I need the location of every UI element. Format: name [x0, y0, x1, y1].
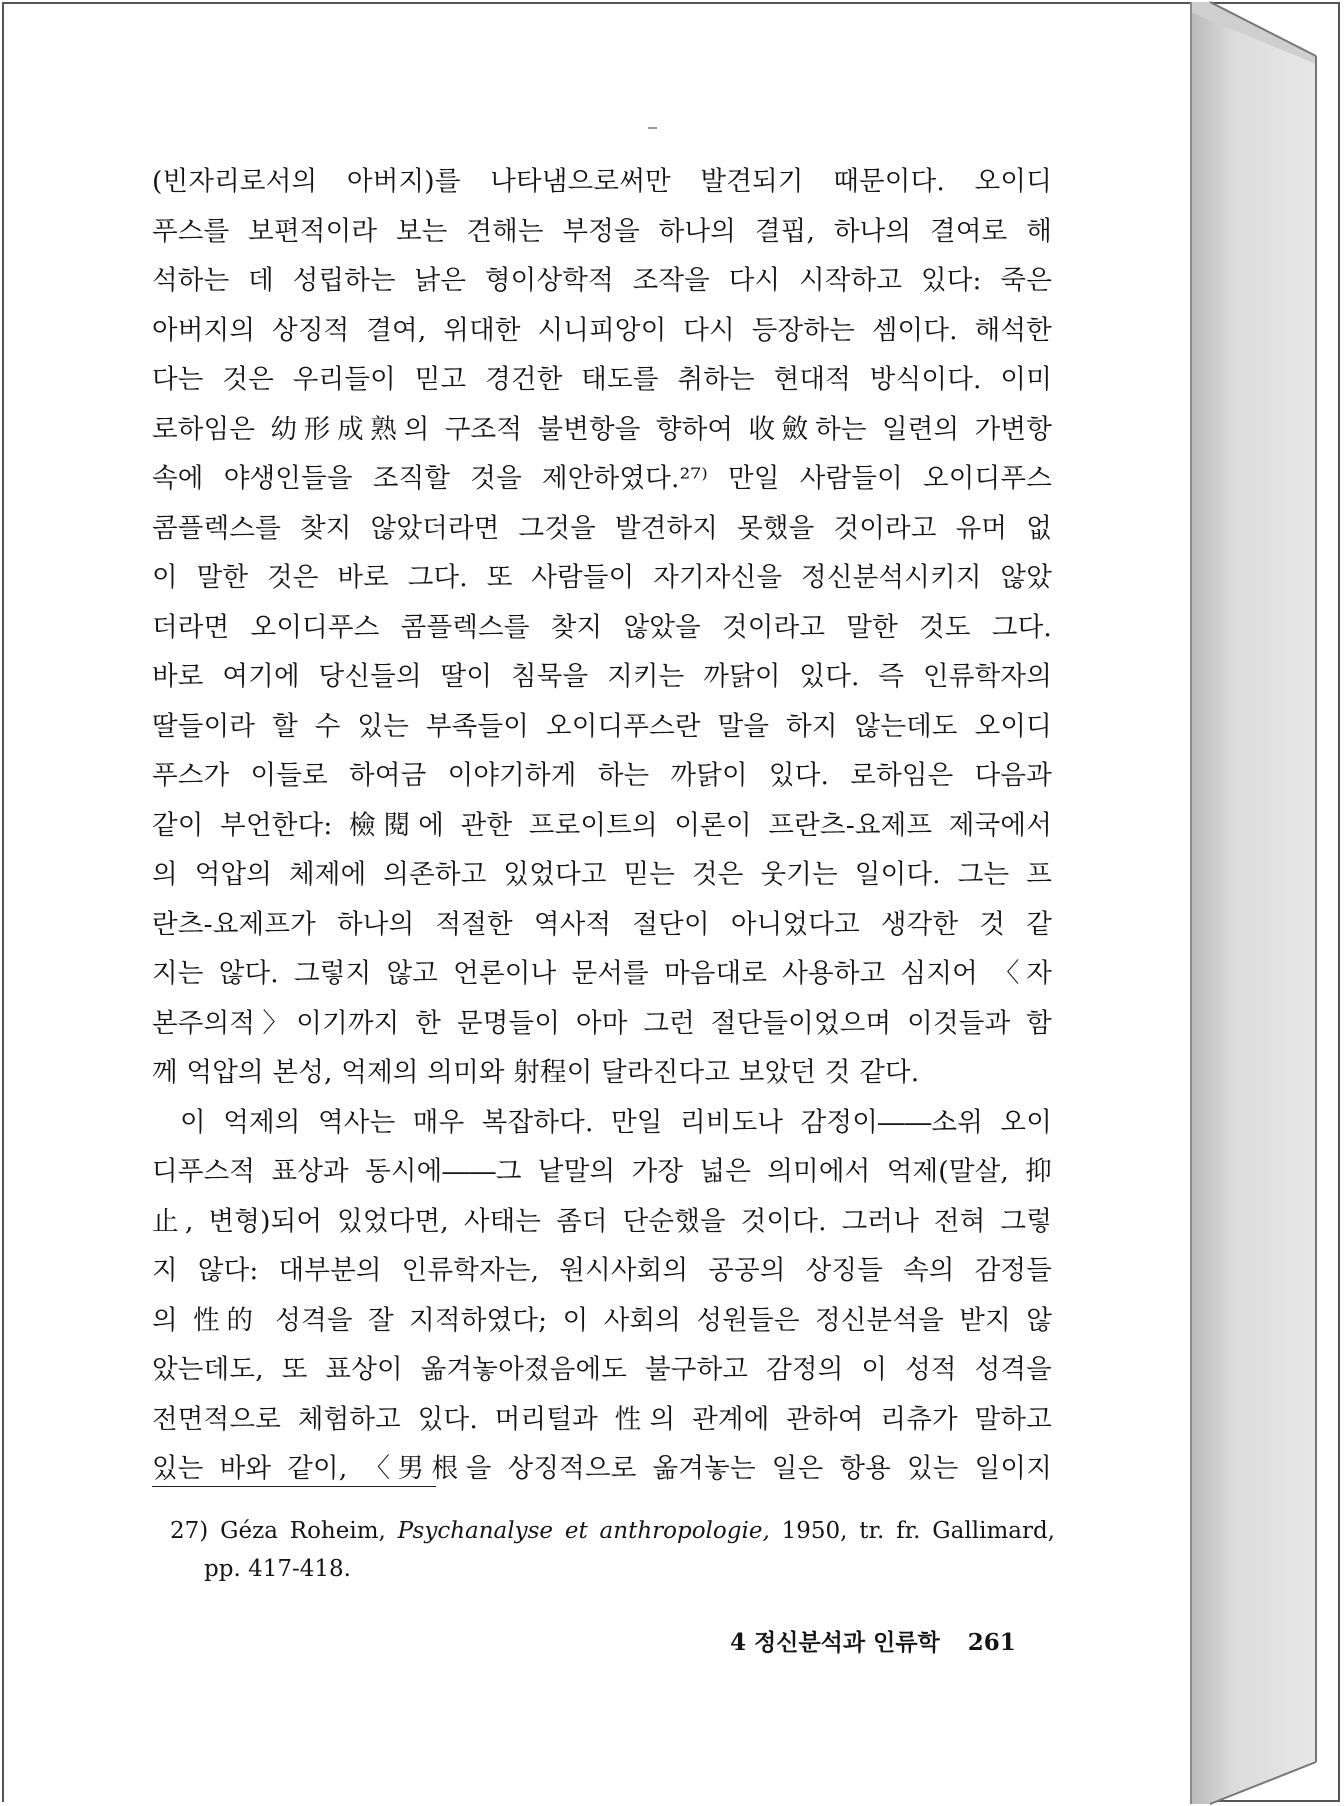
text-line: 의 性的 성격을 잘 지적하였다; 이 사회의 성원들은 정신분석을 받지 않	[152, 1304, 1052, 1336]
body-text	[152, 157, 1052, 1494]
footnote-pages: pp. 417-418.	[204, 1556, 351, 1582]
running-footer	[730, 1624, 1016, 1664]
footnote-number: 27)	[170, 1518, 209, 1544]
text-line: (빈자리로서의 아버지)를 나타냄으로써만 발견되기 때문이다. 오이디	[152, 166, 1052, 197]
text-line: 의 억압의 체제에 의존하고 있었다고 믿는 것은 웃기는 일이다. 그는 프	[152, 859, 1052, 890]
footnote	[170, 1512, 1055, 1588]
text-line: 止, 변형)되어 있었다면, 사태는 좀더 단순했을 것이다. 그러나 전혀 그렇	[152, 1205, 1052, 1237]
text-line: 지는 않다. 그렇지 않고 언론이나 문서를 마음대로 사용하고 심지어 〈자	[152, 958, 1052, 989]
text-line-paragraph-start: 이 억제의 역사는 매우 복잡하다. 만일 리비도나 감정이――소위 오이	[180, 1106, 1052, 1138]
footnote-publication: 1950, tr. fr. Gallimard,	[781, 1518, 1055, 1544]
scan-speck	[648, 127, 657, 129]
text-line: 콤플렉스를 찾지 않았더라면 그것을 발견하지 못했을 것이라고 유머 없	[152, 512, 1052, 544]
text-line: 푸스가 이들로 하여금 이야기하게 하는 까닭이 있다. 로하임은 다음과	[152, 760, 1052, 791]
footnote-title: Psychanalyse et anthropologie,	[397, 1518, 770, 1544]
text-line: 지 않다: 대부분의 인류학자는, 원시사회의 공공의 상징들 속의 감정들	[152, 1255, 1052, 1286]
text-line: 다는 것은 우리들이 믿고 경건한 태도를 취하는 현대적 방식이다. 이미	[152, 364, 1052, 395]
text-line: 전면적으로 체험하고 있다. 머리털과 性의 관계에 관하여 리츄가 말하고	[152, 1403, 1052, 1435]
text-line: 바로 여기에 당신들의 딸이 침묵을 지키는 까닭이 있다. 즉 인류학자의	[152, 661, 1052, 692]
text-line: 있는 바와 같이, 〈男根을 상징적으로 옮겨놓는 일은 항용 있는 일이지	[152, 1453, 1052, 1484]
book-edge-illustration	[1190, 0, 1344, 1806]
text-line-paragraph-end: 께 억압의 본성, 억제의 의미와 射程이 달라진다고 보았던 것 같다.	[152, 1057, 920, 1088]
text-line: 디푸스적 표상과 동시에――그 낱말의 가장 넓은 의미에서 억제(말살, 抑	[152, 1156, 1052, 1187]
text-line: 석하는 데 성립하는 낡은 형이상학적 조작을 다시 시작하고 있다: 죽은	[152, 265, 1052, 296]
footnote-author: Géza Roheim,	[220, 1518, 386, 1544]
footnote-divider	[152, 1486, 436, 1487]
text-line: 란츠-요제프가 하나의 적절한 역사적 절단이 아니었다고 생각한 것 같	[152, 908, 1052, 940]
text-line: 푸스를 보편적이라 보는 견해는 부정을 하나의 결핍, 하나의 결여로 해	[152, 215, 1052, 247]
page-number: 261	[967, 1629, 1016, 1656]
text-line: 딸들이라 할 수 있는 부족들이 오이디푸스란 말을 하지 않는데도 오이디	[152, 710, 1052, 742]
text-line: 로하임은 幼形成熟의 구조적 불변항을 향하여 收斂하는 일련의 가변항	[152, 413, 1052, 445]
chapter-title: 4 정신분석과 인류학	[730, 1629, 940, 1656]
text-line: 같이 부언한다: 檢閱에 관한 프로이트의 이론이 프란츠-요제프 제국에서	[152, 809, 1052, 841]
footnote-line	[170, 1512, 1055, 1550]
text-line: 았는데도, 또 표상이 옮겨놓아졌음에도 불구하고 감정의 이 성적 성격을	[152, 1354, 1052, 1385]
text-line: 속에 야생인들을 조직할 것을 제안하였다.²⁷⁾ 만일 사람들이 오이디푸스	[152, 463, 1052, 494]
text-line: 이 말한 것은 바로 그다. 또 사람들이 자기자신을 정신분석시키지 않았	[152, 562, 1052, 593]
text-line: 더라면 오이디푸스 콤플렉스를 찾지 않았을 것이라고 말한 것도 그다.	[152, 611, 1052, 643]
text-line: 본주의적〉이기까지 한 문명들이 아마 그런 절단들이었으며 이것들과 함	[152, 1007, 1052, 1039]
text-line: 아버지의 상징적 결여, 위대한 시니피앙이 다시 등장하는 셈이다. 해석한	[152, 314, 1052, 346]
